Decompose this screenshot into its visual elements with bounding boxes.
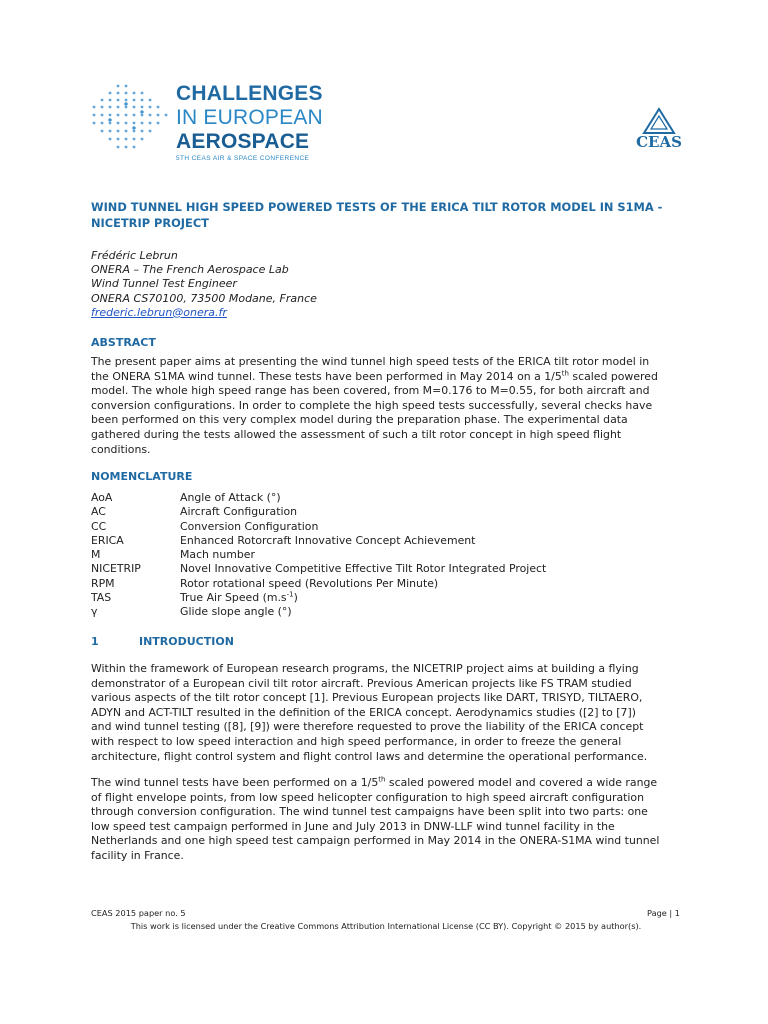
author-organization: ONERA – The French Aerospace Lab: [91, 263, 289, 277]
text-line: architecture, flight control system and flight control laws and determine the operational performance.: [91, 749, 648, 763]
nomenclature-row: [91, 520, 681, 534]
text-line: conversion configurations. In order to complete the high speed tests successfully, several checks have: [91, 398, 653, 412]
text-line: ADYN and ACT-TILT resulted in the definition of the ERICA concept. Aerodynamics studies ([2] to [7]): [91, 705, 636, 719]
nomenclature-definition: True Air Speed $(m.s^{-1})$: [180, 590, 298, 605]
abstract-text: [91, 355, 681, 457]
conference-logo-icon: [88, 82, 173, 154]
nomenclature-row: [91, 505, 681, 519]
author-name: Frédéric Lebrun: [91, 249, 178, 262]
logo-subtitle: 5TH CEAS AIR & SPACE CONFERENCE: [176, 155, 310, 162]
footer-license: This work is licensed under the Creative Commons Attribution International License (CC BY). Copyright © 2015 by author(s).: [130, 921, 642, 931]
nomenclature-row: [91, 577, 681, 591]
text-line: been performed on this very complex model during the preparation phase. The experimental data: [91, 413, 628, 427]
text-line: demonstrator of a European civil tilt rotor aircraft. Previous American projects like FS TRAM studied: [91, 676, 632, 690]
logo-line-1: CHALLENGES: [176, 82, 323, 105]
text-line: of flight envelope points, from low speed helicopter configuration to high speed aircraft configuration: [91, 790, 644, 804]
nomenclature-definition: Enhanced Rotorcraft Innovative Concept Achievement: [180, 533, 476, 547]
nomenclature-row: [91, 591, 681, 605]
text-line: the ONERA S1MA wind tunnel. These tests have been performed in May 2014 on a 1/5th scaled powered: [91, 368, 658, 383]
paper-title-line: WIND TUNNEL HIGH SPEED POWERED TESTS OF THE ERICA TILT ROTOR MODEL IN S1MA -: [91, 200, 663, 214]
text-line: and wind tunnel testing ([8], [9]) were therefore requested to prove the liability of the ERICA concept: [91, 720, 644, 734]
nomenclature-definition: Glide slope angle (°): [180, 605, 292, 619]
text-line: gathered during the tests allowed the assessment of such a tilt rotor concept in high speed flight: [91, 427, 622, 441]
footer-page-number: Page | 1: [647, 908, 680, 918]
text-line: Netherlands and one high speed test campaign performed in May 2014 in the ONERA-S1MA wind tunnel: [91, 834, 660, 848]
nomenclature-definition: Aircraft Configuration: [180, 505, 298, 519]
logo-line-3: AEROSPACE: [176, 130, 310, 153]
nomenclature-definition: Mach number: [180, 548, 255, 562]
introduction-paragraph-1: [91, 662, 681, 764]
text-line: conditions.: [91, 442, 151, 456]
text-line: low speed test campaign performed in June and July 2013 in DNW-LLF wind tunnel facility in the: [91, 819, 615, 833]
nomenclature-symbol: NICETRIP: [91, 562, 141, 576]
nomenclature-definition: Rotor rotational speed (Revolutions Per Minute): [180, 576, 439, 590]
logo-line-2: IN EUROPEAN: [176, 106, 323, 129]
text-line: facility in France.: [91, 848, 184, 862]
nomenclature-row: [91, 491, 681, 505]
author-role: Wind Tunnel Test Engineer: [91, 277, 237, 291]
introduction-paragraph-2: [91, 776, 681, 864]
paper-title: [91, 199, 691, 231]
text-line: with respect to low speed interaction and high speed performance, in order to freeze the general: [91, 734, 622, 748]
nomenclature-heading: NOMENCLATURE: [91, 470, 193, 483]
nomenclature-row: [91, 605, 681, 619]
nomenclature-row: [91, 548, 681, 562]
abstract-heading: ABSTRACT: [91, 336, 156, 349]
paper-title-line: NICETRIP PROJECT: [91, 216, 209, 230]
nomenclature-definition: Angle of Attack (°): [180, 491, 281, 504]
nomenclature-symbol: ERICA: [91, 533, 124, 547]
text-line: The wind tunnel tests have been performed on a 1/5th scaled powered model and covered a wide range: [91, 775, 658, 789]
conference-header: [88, 82, 688, 172]
nomenclature-definition: Conversion Configuration: [180, 519, 319, 533]
text-line: through conversion configuration. The wind tunnel test campaigns have been split into two parts: one: [91, 805, 648, 819]
text-line: various aspects of the tilt rotor concept [1]. Previous European projects like DART, TRISYD, TILTAERO,: [91, 691, 643, 705]
nomenclature-row: [91, 562, 681, 576]
author-address: ONERA CS70100, 73500 Modane, France: [91, 291, 317, 305]
nomenclature-symbol: AC: [91, 505, 106, 519]
conference-logo-text: [176, 82, 323, 162]
nomenclature-symbol: CC: [91, 519, 107, 533]
author-email-link[interactable]: frederic.lebrun@onera.fr: [91, 305, 227, 319]
nomenclature-symbol: AoA: [91, 491, 113, 504]
author-block: [91, 249, 691, 320]
nomenclature-symbol: RPM: [91, 576, 115, 590]
text-line: The present paper aims at presenting the wind tunnel high speed tests of the ERICA tilt rotor model in: [91, 355, 650, 368]
nomenclature-row: [91, 534, 681, 548]
nomenclature-symbol: γ: [91, 605, 98, 619]
introduction-heading: INTRODUCTION: [139, 635, 234, 648]
text-line: Within the framework of European research programs, the NICETRIP project aims at building a flying: [91, 662, 639, 675]
footer-paper-number: CEAS 2015 paper no. 5: [91, 908, 186, 918]
nomenclature-table: [91, 491, 681, 620]
nomenclature-definition: Novel Innovative Competitive Effective Tilt Rotor Integrated Project: [180, 562, 547, 576]
ceas-logo-text: CEAS: [636, 133, 682, 151]
nomenclature-symbol: M: [91, 548, 101, 562]
text-line: model. The whole high speed range has been covered, from M=0.176 to M=0.55, for both aircraft and: [91, 384, 650, 398]
nomenclature-symbol: TAS: [91, 591, 112, 605]
section-number: 1: [91, 635, 99, 648]
